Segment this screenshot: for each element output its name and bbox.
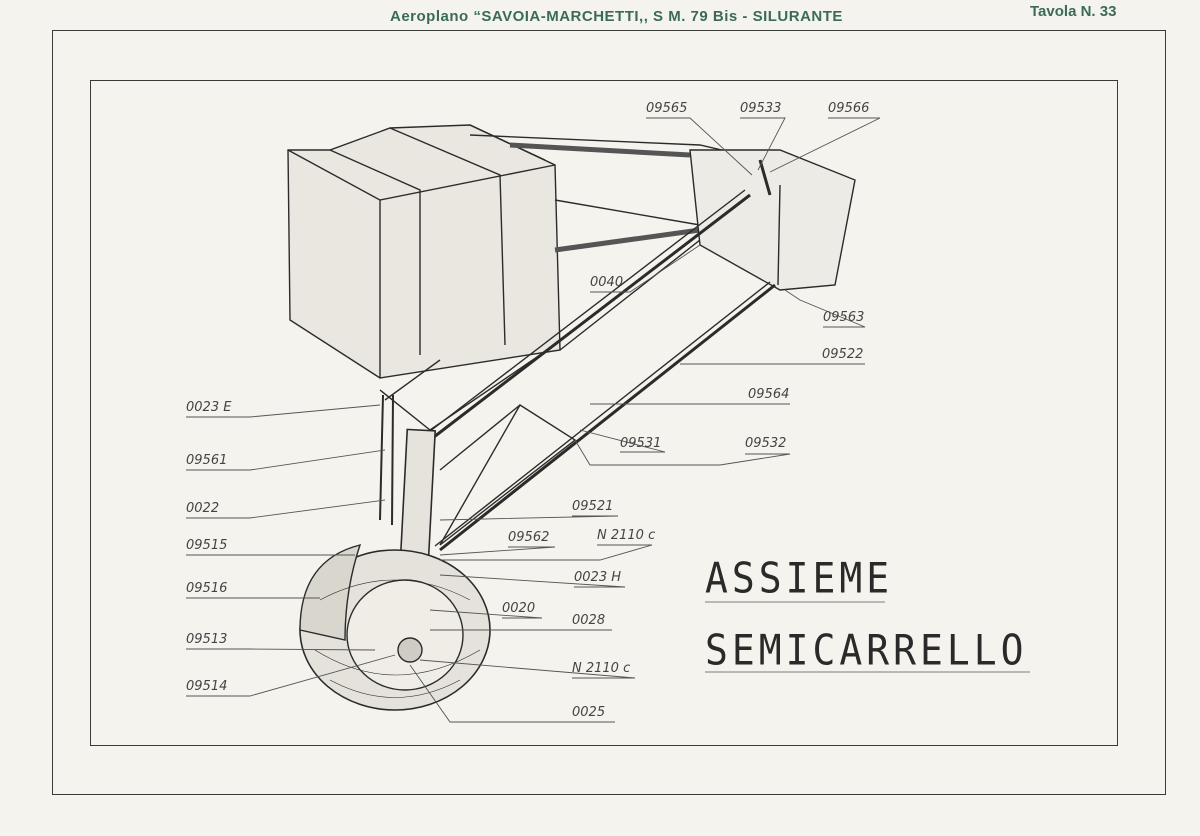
part-label: 09515	[186, 538, 228, 553]
part-label: 09532	[745, 436, 787, 451]
part-label: 09531	[620, 436, 662, 451]
plate-number: Tavola N. 33	[1030, 3, 1117, 20]
part-label: 0020	[502, 601, 536, 616]
part-label: 09562	[508, 530, 550, 545]
assembly-title-line-2: SEMICARRELLO	[705, 625, 1028, 675]
assembly-title-line-1: ASSIEME	[705, 553, 894, 603]
part-label: 0040	[590, 275, 624, 290]
cross-brace	[440, 405, 575, 545]
part-label: 09563	[823, 310, 865, 325]
part-label: 09516	[186, 581, 228, 596]
wheel-hub	[398, 638, 422, 662]
part-label: N 2110 c	[572, 661, 631, 676]
part-label: 0025	[572, 705, 606, 720]
part-label: 09561	[186, 453, 228, 468]
part-label: 09514	[186, 679, 228, 694]
part-label: 09513	[186, 632, 228, 647]
part-label: 0022	[186, 501, 220, 516]
page-header: Aeroplano “SAVOIA-MARCHETTI,, S M. 79 Bis - SILURANTE	[390, 8, 843, 25]
part-label: 09533	[740, 101, 782, 116]
part-label: N 2110 c	[597, 528, 656, 543]
part-label: 09566	[828, 101, 870, 116]
part-label: 09522	[822, 347, 864, 362]
part-label: 0023 H	[574, 570, 621, 585]
part-label: 09565	[646, 101, 688, 116]
part-label: 0023 E	[186, 400, 232, 415]
part-label: 09521	[572, 499, 614, 514]
part-label: 09564	[748, 387, 790, 402]
nacelle-left-box	[288, 125, 560, 378]
part-label: 0028	[572, 613, 606, 628]
